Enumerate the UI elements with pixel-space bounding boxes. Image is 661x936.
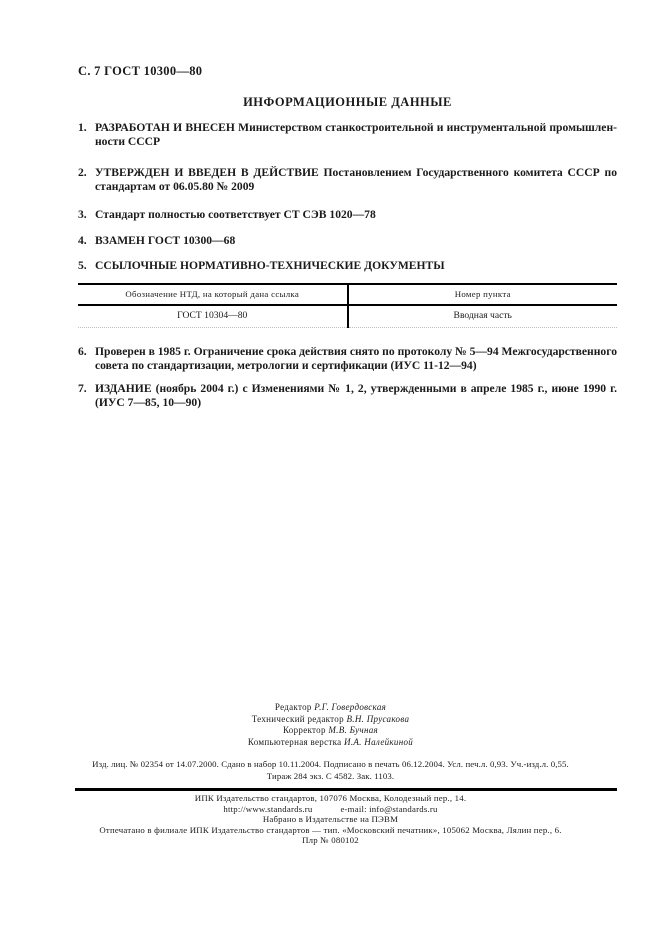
item-2 xyxy=(78,166,617,194)
credit-name: В.Н. Прусакова xyxy=(346,713,410,724)
item-line: ности СССР xyxy=(95,135,161,148)
website-text: http://www.standards.ru xyxy=(223,803,313,814)
item-number: 1. xyxy=(78,121,87,134)
table-cell-number: Вводная часть xyxy=(348,305,618,328)
table-header-row xyxy=(78,284,617,305)
item-line: стандартам от 06.05.80 № 2009 xyxy=(95,180,255,193)
credit-name: М.В. Бучная xyxy=(328,725,379,736)
item-number: 5. xyxy=(78,259,87,272)
item-line: УТВЕРЖДЕН И ВВЕДЕН В ДЕЙСТВИЕ Постановлением Государственного комитета СССР по xyxy=(95,166,617,179)
table-cell-designation: ГОСТ 10304—80 xyxy=(78,305,348,328)
item-number: 4. xyxy=(78,234,87,247)
item-number: 3. xyxy=(78,208,87,221)
item-5 xyxy=(78,259,617,273)
publisher-license-number: Плр № 080102 xyxy=(302,835,359,845)
credit-layout xyxy=(0,737,661,749)
item-4 xyxy=(78,234,617,248)
credit-editor xyxy=(0,702,661,714)
item-number: 7. xyxy=(78,382,87,395)
item-6 xyxy=(78,345,617,373)
reference-table xyxy=(78,283,617,328)
item-line: Стандарт полностью соответствует СТ СЭВ 1020—78 xyxy=(95,208,376,221)
credit-name: Р.Г. Говердовская xyxy=(314,702,387,712)
publisher-printed-note: Отпечатано в филиале ИПК Издательство стандартов — тип. «Московский печатник», 105062 Москва, Лялин пер., 6. xyxy=(99,824,562,835)
item-line: ССЫЛОЧНЫЕ НОРМАТИВНО-ТЕХНИЧЕСКИЕ ДОКУМЕНТЫ xyxy=(95,259,445,272)
table-header-designation: Обозначение НТД, на который дана ссылка xyxy=(78,284,348,305)
page-header: С. 7 ГОСТ 10300—80 xyxy=(78,64,203,78)
credit-name: И.А. Налейкиной xyxy=(344,737,414,748)
item-line: РАЗРАБОТАН И ВНЕСЕН Министерством станкостроительной и инструментальной промышлен- xyxy=(95,121,617,134)
credit-role: Редактор xyxy=(274,702,312,712)
item-1 xyxy=(78,121,617,149)
item-line: (ИУС 7—85, 10—90) xyxy=(95,396,202,409)
item-3 xyxy=(78,208,617,222)
item-number: 2. xyxy=(78,166,87,179)
publisher-block xyxy=(30,793,631,846)
document-title: ИНФОРМАЦИОННЫЕ ДАННЫЕ xyxy=(243,95,452,109)
divider-rule xyxy=(75,788,617,791)
items-list xyxy=(78,121,617,410)
publisher-address: ИПК Издательство стандартов, 107076 Москва, Колодезный пер., 14. xyxy=(194,793,467,803)
email-text: e-mail: info@standards.ru xyxy=(340,803,438,814)
credits-block xyxy=(0,702,661,749)
item-line: совета по стандартизации, метрологии и сертификации (ИУС 11-12—94) xyxy=(95,359,477,372)
item-line: Проверен в 1985 г. Ограничение срока действия снято по протоколу № 5—94 Межгосударственного xyxy=(95,345,617,358)
publisher-typeset-note: Набрано в Издательстве на ПЭВМ xyxy=(262,814,399,824)
imprint-line: Изд. лиц. № 02354 от 14.07.2000. Сдано в набор 10.11.2004. Подписано в печать 06.12.2004. Усл. печ.л. 0,93. Уч.-изд.л. 0,55. xyxy=(92,759,569,769)
credit-role: Технический редактор xyxy=(251,713,344,724)
item-line: ВЗАМЕН ГОСТ 10300—68 xyxy=(95,234,236,247)
credit-corrector xyxy=(0,725,661,737)
credit-role: Компьютерная верстка xyxy=(247,737,342,748)
imprint-block xyxy=(40,759,621,782)
table-row xyxy=(78,305,617,328)
publisher-contacts xyxy=(30,804,631,815)
credit-role: Корректор xyxy=(282,725,326,736)
item-number: 6. xyxy=(78,345,87,358)
credit-technical-editor xyxy=(0,714,661,726)
table-header-number: Номер пункта xyxy=(348,284,618,305)
item-line: ИЗДАНИЕ (ноябрь 2004 г.) с Изменениями № 1, 2, утвержденными в апреле 1985 г., июне 1990 г. xyxy=(95,382,617,395)
item-7 xyxy=(78,382,617,410)
imprint-line: Тираж 284 экз. С 4582. Зак. 1103. xyxy=(266,770,395,781)
